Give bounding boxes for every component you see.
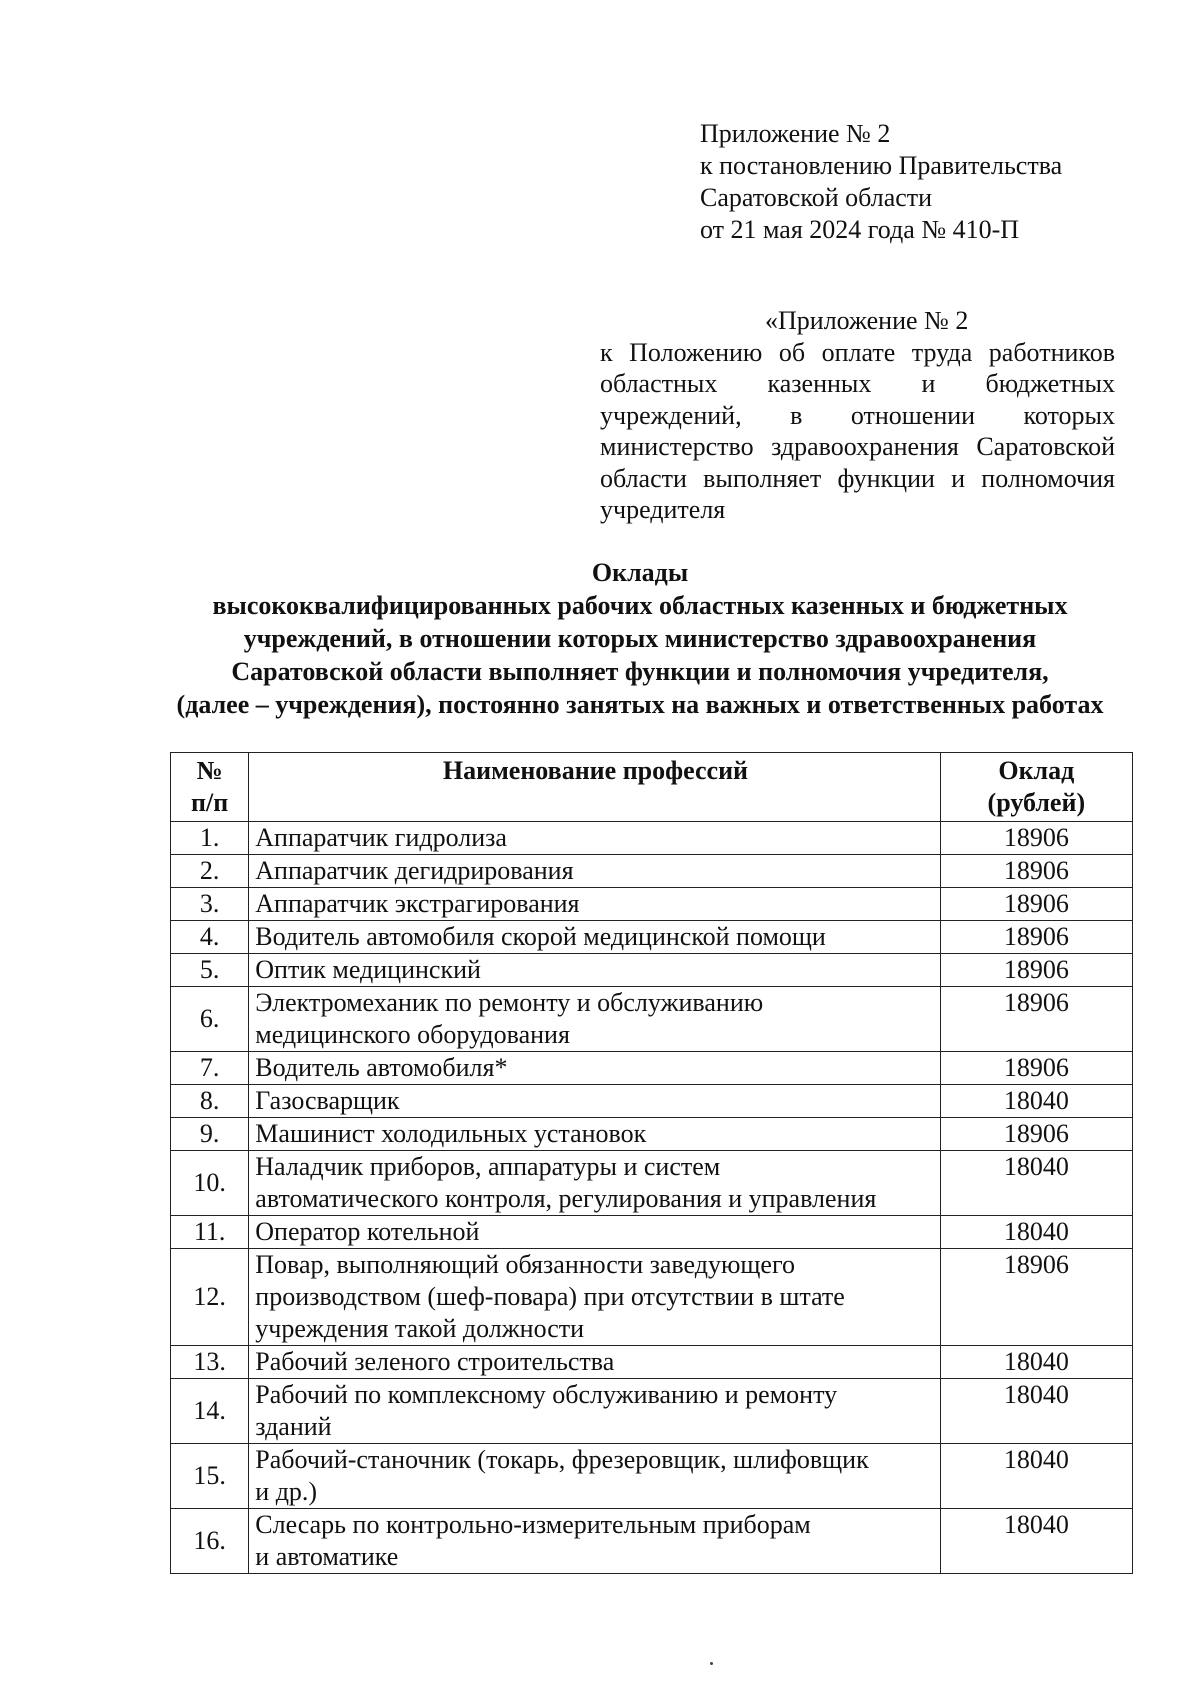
- profession-name-line: автоматического контроля, регулирования и управления: [255, 1184, 877, 1213]
- column-header-salary-line2: (рублей): [987, 788, 1086, 817]
- row-number: 11.: [171, 1216, 249, 1249]
- column-header-profession: Наименование профессий: [249, 753, 940, 822]
- profession-name: [249, 1151, 940, 1216]
- table-row: [171, 954, 1133, 987]
- profession-name: [249, 888, 940, 921]
- row-number: 1.: [171, 822, 249, 855]
- profession-name-line: Наладчик приборов, аппаратуры и систем: [255, 1152, 721, 1181]
- salary-value: 18040: [940, 1509, 1132, 1574]
- row-number: 8.: [171, 1085, 249, 1118]
- column-header-salary: [940, 753, 1132, 822]
- regulation-reference-title: «Приложение № 2: [765, 306, 969, 335]
- profession-name-line: Аппаратчик гидролиза: [255, 823, 507, 852]
- salary-value: 18040: [940, 1151, 1132, 1216]
- table-body: [171, 822, 1133, 1574]
- title-line: Оклады: [591, 558, 689, 587]
- profession-name-line: медицинского оборудования: [255, 1020, 570, 1049]
- profession-name-line: Водитель автомобиля скорой медицинской помощи: [255, 922, 826, 951]
- column-header-number-line1: №: [196, 756, 223, 785]
- document-title: [160, 556, 1120, 721]
- table-row: [171, 855, 1133, 888]
- column-header-number-line2: п/п: [191, 788, 229, 817]
- profession-name-line: учреждения такой должности: [255, 1314, 585, 1343]
- salary-value: 18906: [940, 855, 1132, 888]
- row-number: 15.: [171, 1444, 249, 1509]
- salary-value: 18040: [940, 1379, 1132, 1444]
- profession-name-line: Рабочий зеленого строительства: [255, 1347, 615, 1376]
- table-row: [171, 1444, 1133, 1509]
- profession-name: [249, 1118, 940, 1151]
- profession-name-line: Газосварщик: [255, 1086, 400, 1115]
- table-row: [171, 1346, 1133, 1379]
- row-number: 5.: [171, 954, 249, 987]
- header-line: к постановлению Правительства: [700, 151, 1063, 180]
- profession-name: [249, 855, 940, 888]
- profession-name-line: Слесарь по контрольно-измерительным приборам: [255, 1510, 811, 1539]
- appendix-header: [700, 118, 1140, 246]
- profession-name: [249, 822, 940, 855]
- profession-name-line: Рабочий по комплексному обслуживанию и ремонту: [255, 1380, 838, 1409]
- header-line: Саратовской области: [700, 183, 933, 212]
- row-number: 13.: [171, 1346, 249, 1379]
- salary-value: 18906: [940, 1052, 1132, 1085]
- table-row: [171, 1085, 1133, 1118]
- profession-name-line: и др.): [255, 1477, 318, 1506]
- table-row: [171, 1118, 1133, 1151]
- row-number: 10.: [171, 1151, 249, 1216]
- profession-name-line: Машинист холодильных установок: [255, 1119, 647, 1148]
- table-header-row: [171, 753, 1133, 822]
- profession-name: [249, 1346, 940, 1379]
- regulation-reference: [600, 305, 1115, 526]
- profession-name-line: Аппаратчик экстрагирования: [255, 889, 580, 918]
- header-line: Приложение № 2: [700, 119, 891, 148]
- row-number: 9.: [171, 1118, 249, 1151]
- salary-value: 18906: [940, 1249, 1132, 1346]
- scan-dot: [710, 1662, 713, 1665]
- profession-name-line: зданий: [255, 1412, 332, 1441]
- row-number: 2.: [171, 855, 249, 888]
- profession-name-line: Рабочий-станочник (токарь, фрезеровщик, шлифовщик: [255, 1445, 869, 1474]
- salary-value: 18040: [940, 1085, 1132, 1118]
- table-row: [171, 822, 1133, 855]
- column-header-salary-line1: Оклад: [998, 756, 1075, 785]
- profession-name-line: Повар, выполняющий обязанности заведующего: [255, 1250, 795, 1279]
- profession-name-line: Электромеханик по ремонту и обслуживанию: [255, 988, 764, 1017]
- table-row: [171, 1216, 1133, 1249]
- title-line: (далее – учреждения), постоянно занятых на важных и ответственных работах: [176, 690, 1104, 719]
- header-line: от 21 мая 2024 года № 410-П: [700, 215, 1020, 244]
- profession-name: [249, 1085, 940, 1118]
- salary-value: 18906: [940, 888, 1132, 921]
- row-number: 6.: [171, 987, 249, 1052]
- table-row: [171, 888, 1133, 921]
- profession-name: [249, 1249, 940, 1346]
- table-row: [171, 1151, 1133, 1216]
- row-number: 7.: [171, 1052, 249, 1085]
- salary-value: 18906: [940, 822, 1132, 855]
- profession-name-line: Оптик медицинский: [255, 955, 481, 984]
- table-row: [171, 1509, 1133, 1574]
- profession-name: [249, 1509, 940, 1574]
- profession-name: [249, 1052, 940, 1085]
- table-row: [171, 921, 1133, 954]
- profession-name-line: Оператор котельной: [255, 1217, 480, 1246]
- profession-name: [249, 987, 940, 1052]
- profession-name-line: Аппаратчик дегидрирования: [255, 856, 574, 885]
- profession-name-line: производством (шеф-повара) при отсутствии в штате: [255, 1282, 845, 1311]
- profession-name: [249, 1379, 940, 1444]
- row-number: 4.: [171, 921, 249, 954]
- table-row: [171, 1052, 1133, 1085]
- title-line: Саратовской области выполняет функции и полномочия учредителя,: [231, 657, 1049, 686]
- table-row: [171, 987, 1133, 1052]
- profession-name: [249, 1216, 940, 1249]
- profession-name: [249, 954, 940, 987]
- salary-value: 18906: [940, 954, 1132, 987]
- profession-name-line: Водитель автомобиля*: [255, 1053, 508, 1082]
- title-line: высококвалифицированных рабочих областных казенных и бюджетных: [212, 591, 1068, 620]
- salary-value: 18040: [940, 1346, 1132, 1379]
- row-number: 3.: [171, 888, 249, 921]
- title-line: учреждений, в отношении которых министерство здравоохранения: [243, 624, 1037, 653]
- table-row: [171, 1249, 1133, 1346]
- salary-value: 18906: [940, 1118, 1132, 1151]
- regulation-reference-text: к Положению об оплате труда работников областных казенных и бюджетных учреждений, в отношении которых министерство здравоохранения Саратовской области выполняет функции и полномочия учредителя: [600, 337, 1115, 524]
- row-number: 14.: [171, 1379, 249, 1444]
- profession-name: [249, 921, 940, 954]
- salary-value: 18040: [940, 1216, 1132, 1249]
- salary-value: 18906: [940, 921, 1132, 954]
- row-number: 16.: [171, 1509, 249, 1574]
- profession-name: [249, 1444, 940, 1509]
- column-header-number: [171, 753, 249, 822]
- table-row: [171, 1379, 1133, 1444]
- salary-table: [170, 752, 1133, 1574]
- profession-name-line: и автоматике: [255, 1542, 399, 1571]
- row-number: 12.: [171, 1249, 249, 1346]
- salary-value: 18040: [940, 1444, 1132, 1509]
- salary-value: 18906: [940, 987, 1132, 1052]
